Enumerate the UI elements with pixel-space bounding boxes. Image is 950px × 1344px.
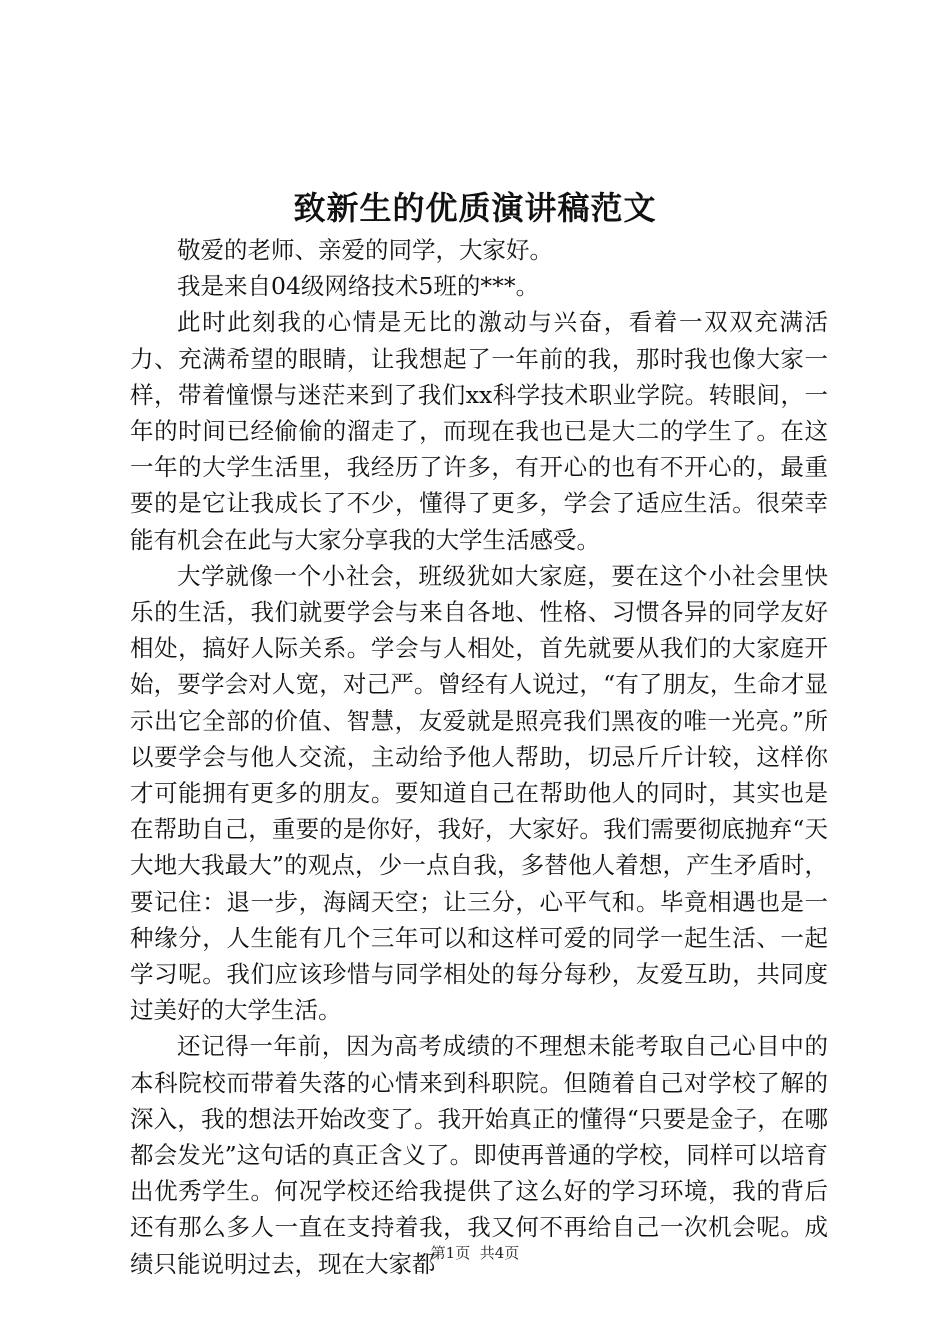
page-number: 第1页 [430, 1244, 471, 1262]
paragraph-introduction: 我是来自04级网络技术5班的***。 [177, 272, 540, 301]
paragraph-memories: 还记得一年前，因为高考成绩的不理想未能考取自己心目中的本科院校而带着失落的心情来到科职院。但随着自己对学校了解的深入，我的想法开始改变了。我开始真正的懂得“只要是金子，在哪都会发光”这句话的真正含义了。即使再普通的学校，同样可以培育出优秀学生。何况学校还给我提供了这么好的学习环境，我的背后还有那么多人一直在支持着我，我又何不再给自己一次机会呢。成绩只能说明过去，现在大家都 [130, 1032, 828, 1278]
document-body [130, 232, 828, 1282]
paragraph-greeting: 敬爱的老师、亲爱的同学，大家好。 [177, 236, 553, 264]
paragraph-friendship: 大学就像一个小社会，班级犹如大家庭，要在这个小社会里快乐的生活，我们就要学会与来自各地、性格、习惯各异的同学友好相处，搞好人际关系。学会与人相处，首先就要从我们的大家庭开始，要学会对人宽，对己严。曾经有人说过，“有了朋友，生命才显示出它全部的价值、智慧，友爱就是照亮我们黑夜的唯一光亮。”所以要学会与他人交流，主动给予他人帮助，切忌斤斤计较，这样你才可能拥有更多的朋友。要知道自己在帮助他人的同时，其实也是在帮助自己，重要的是你好，我好，大家好。我们需要彻底抛弃“天大地大我最大”的观点，少一点自我，多替他人着想，产生矛盾时，要记住：退一步，海阔天空；让三分，心平气和。毕竟相遇也是一种缘分，人生能有几个三年可以和这样可爱的同学一起生活、一起学习呢。我们应该珍惜与同学相处的每分每秒，友爱互助，共同度过美好的大学生活。 [130, 561, 828, 1025]
paragraph-feelings: 此时此刻我的心情是无比的激动与兴奋，看着一双双充满活力、充满希望的眼睛，让我想起了一年前的我，那时我也像大家一样，带着憧憬与迷茫来到了我们xx科学技术职业学院。转眼间，一年的时间已经偷偷的溜走了，而现在我也已是大二的学生了。在这一年的大学生活里，我经历了许多，有开心的也有不开心的，最重要的是它让我成长了不少，懂得了更多，学会了适应生活。很荣幸能有机会在此与大家分享我的大学生活感受。 [130, 308, 828, 554]
page-footer [0, 1243, 950, 1263]
page-total: 共4页 [479, 1244, 520, 1262]
document-title: 致新生的优质演讲稿范文 [293, 189, 657, 227]
